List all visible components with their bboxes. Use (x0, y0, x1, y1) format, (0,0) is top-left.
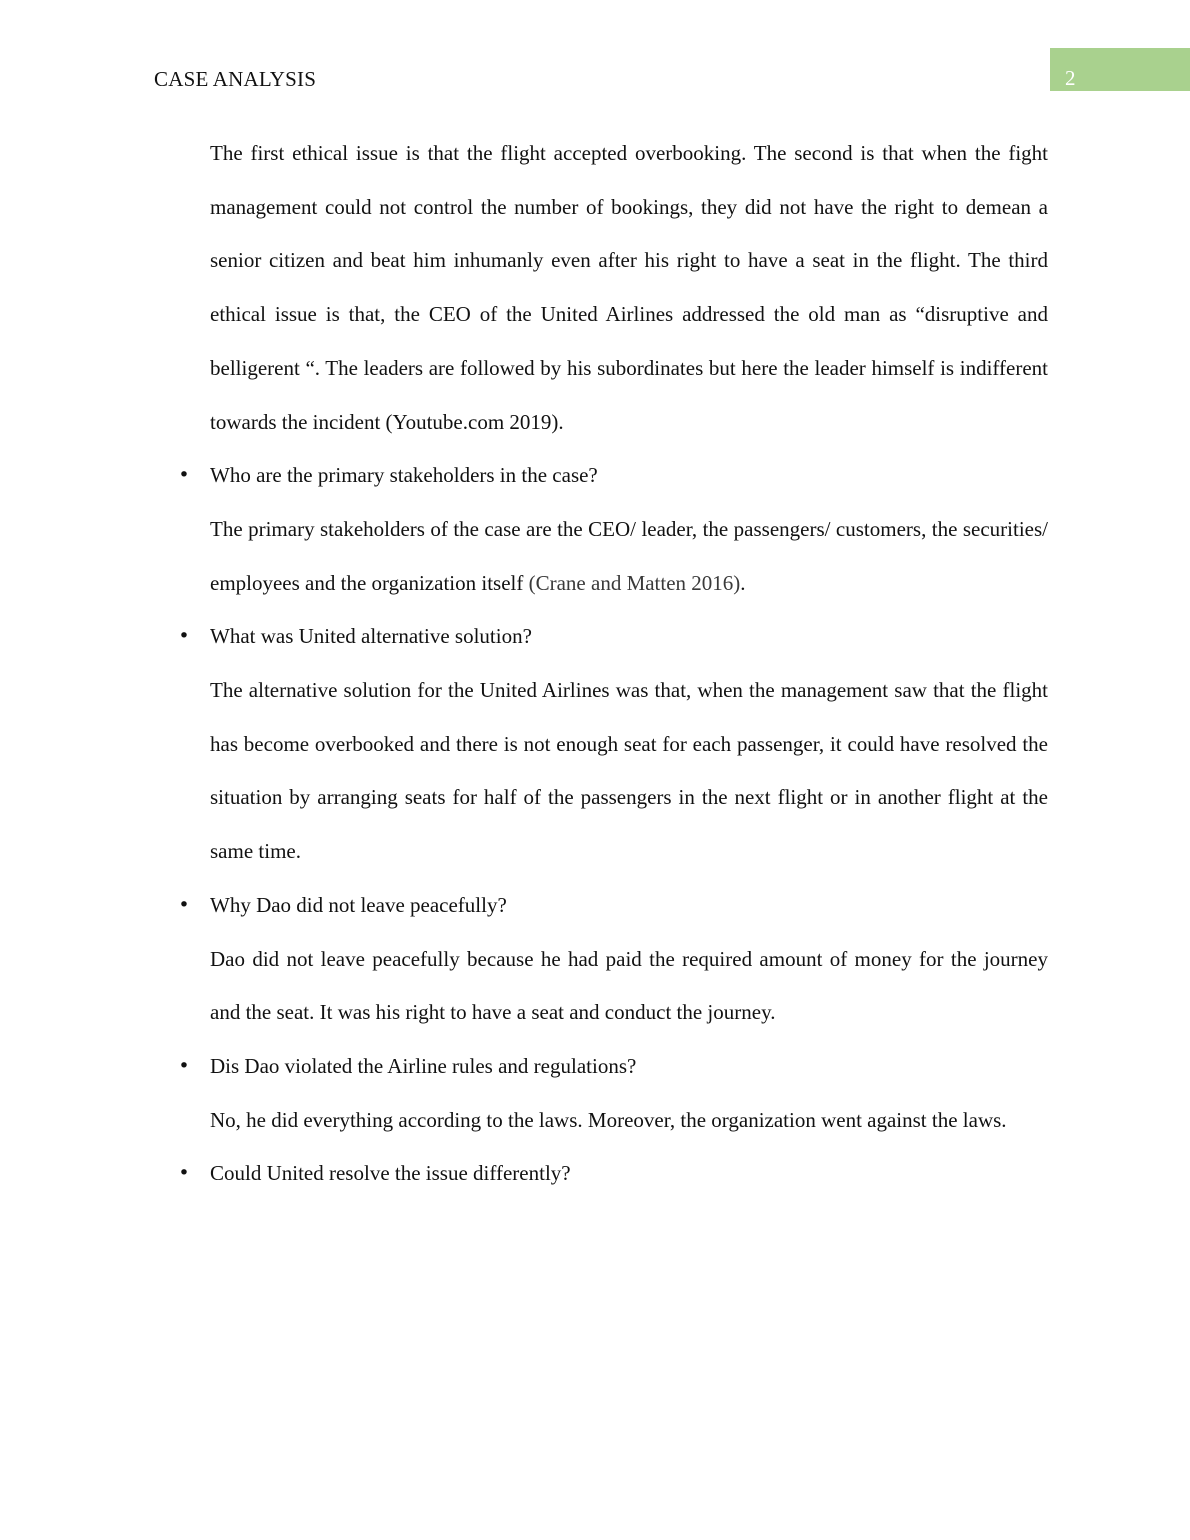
bullet-icon: • (178, 1054, 190, 1077)
question-text: Dis Dao violated the Airline rules and regulations? (210, 1053, 637, 1078)
answer-end: . (740, 570, 746, 595)
intro-paragraph: The first ethical issue is that the flight accepted overbooking. The second is that when the fight management could not control the number of bookings, they did not have the right to demean a senior citizen and beat him inhumanly even after his right to have a seat in the flight. The third ethical issue is that, the CEO of the United Airlines addressed the old man as “disruptive and belligerent “. The leaders are followed by his subordinates but here the leader himself is indifferent towards the incident (Youtube.com 2019). (210, 141, 1048, 434)
page-number-box (1050, 48, 1190, 91)
citation-text: (Crane and Matten 2016) (528, 570, 741, 595)
question-item-dao-peacefully (178, 879, 1048, 933)
question-text: What was United alternative solution? (210, 624, 532, 649)
bullet-icon: • (178, 464, 190, 487)
bullet-icon: • (178, 893, 190, 916)
document-body (178, 127, 1048, 1201)
bullet-icon: • (178, 625, 190, 648)
question-item-stakeholders (178, 449, 1048, 503)
answer-paragraph-dao-peacefully: Dao did not leave peacefully because he had paid the required amount of money for the journey and the seat. It was his right to have a seat and conduct the journey. (210, 946, 1048, 1025)
answer-paragraph-alternative-solution: The alternative solution for the United Airlines was that, when the management saw that the flight has become overbooked and there is not enough seat for each passenger, it could have resolved the situation by arranging seats for half of the passengers in the next flight or in another flight at the same time. (210, 678, 1048, 864)
answer-text: The primary stakeholders of the case are the CEO/ leader, the passengers/ customers, the securities/ employees and the organization itself (210, 516, 1048, 595)
question-item-alternative-solution (178, 610, 1048, 664)
answer-paragraph-stakeholders (210, 503, 1048, 610)
page-number: 2 (1065, 66, 1076, 90)
question-item-rules-regulations (178, 1040, 1048, 1094)
answer-paragraph-rules-regulations: No, he did everything according to the laws. Moreover, the organization went against the laws. (210, 1107, 1007, 1132)
header-title: CASE ANALYSIS (154, 67, 317, 91)
question-item-resolve-differently (178, 1147, 1048, 1201)
question-text: Could United resolve the issue differently? (210, 1161, 571, 1186)
question-text: Why Dao did not leave peacefully? (210, 892, 507, 917)
bullet-icon: • (178, 1162, 190, 1185)
question-text: Who are the primary stakeholders in the case? (210, 463, 598, 488)
